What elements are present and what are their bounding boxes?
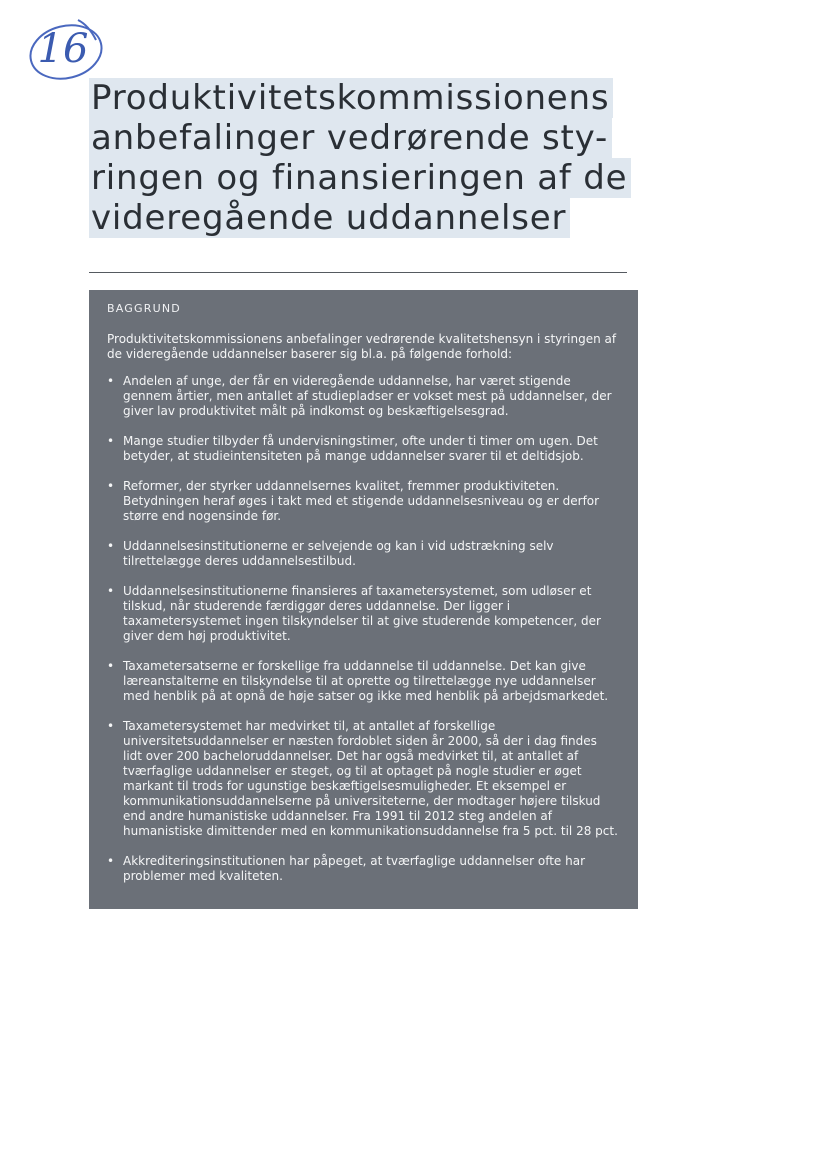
bullet-text: Taxametersatserne er forskellige fra uddannelse til uddannelse. Det kan give læreanstalterne en tilskyndelse til at oprette og tilrettelægge nye uddannelser med henblik på at opnå de høje satser og ikke med henblik på arbejdsmarkedet. <box>123 659 609 703</box>
page-number-text: 16 <box>37 26 89 72</box>
bullet-icon: • <box>107 854 115 868</box>
bullet-item <box>107 374 618 419</box>
bullet-icon: • <box>107 584 115 598</box>
title-line: Produktivitetskommissionens <box>89 78 613 118</box>
bullet-item <box>107 434 618 464</box>
handwritten-page-number <box>22 14 104 84</box>
bullet-icon: • <box>107 374 115 388</box>
bullet-text: Uddannelsesinstitutionerne finansieres af taxametersystemet, som udløser et tilskud, når studerende færdiggør deres uddannelse. Der ligger i taxametersystemet ingen tilskyndelser til at give studerende kompetencer, der giver dem høj produktivitet. <box>123 584 601 643</box>
divider <box>89 272 627 273</box>
box-heading: BAGGRUND <box>107 302 181 315</box>
bullet-item <box>107 854 618 884</box>
bullet-icon: • <box>107 719 115 733</box>
title-line: anbefalinger vedrørende sty- <box>89 118 612 158</box>
bullet-item <box>107 584 618 644</box>
bullet-icon: • <box>107 659 115 673</box>
bullet-text: Uddannelsesinstitutionerne er selvejende og kan i vid udstrækning selv tilrettelægge deres uddannelsestilbud. <box>123 539 554 568</box>
background-box <box>89 290 638 909</box>
box-intro: Produktivitetskommissionens anbefalinger vedrørende kvalitetshensyn i styringen af de videregående uddannelser baserer sig bl.a. på følgende forhold: <box>107 332 617 361</box>
bullet-icon: • <box>107 479 115 493</box>
title-line: videregående uddannelser <box>89 198 570 238</box>
bullet-item <box>107 479 618 524</box>
bullet-item <box>107 659 618 704</box>
page-title <box>89 78 634 238</box>
bullet-text: Akkrediteringsinstitutionen har påpeget, at tværfaglige uddannelser ofte har problemer med kvaliteten. <box>123 854 586 883</box>
bullet-list <box>107 374 618 884</box>
bullet-item <box>107 719 618 839</box>
bullet-icon: • <box>107 539 115 553</box>
bullet-text: Mange studier tilbyder få undervisningstimer, ofte under ti timer om ugen. Det betyder, at studieintensiteten på mange uddannelser svarer til et deltidsjob. <box>123 434 598 463</box>
bullet-icon: • <box>107 434 115 448</box>
bullet-item <box>107 539 618 569</box>
bullet-text: Andelen af unge, der får en videregående uddannelse, har været stigende gennem årtier, men antallet af studiepladser er vokset mest på uddannelser, der giver lav produktivitet målt på indkomst og beskæftigelsesgrad. <box>123 374 612 418</box>
title-line: ringen og finansieringen af de <box>89 158 631 198</box>
bullet-text: Reformer, der styrker uddannelsernes kvalitet, fremmer produktiviteten. Betydningen heraf øges i takt med et stigende uddannelsesniveau og er derfor større end nogensinde før. <box>123 479 600 523</box>
bullet-text: Taxametersystemet har medvirket til, at antallet af forskellige universitetsuddannelser er næsten fordoblet siden år 2000, så der i dag findes lidt over 200 bacheloruddannelser. Det har også medvirket til, at antallet af tværfaglige uddannelser er steget, og til at optaget på nogle studier er øget markant til trods for ugunstige beskæftigelsesmuligheder. Et eksempel er kommunikationsuddannelserne på universiteterne, der modtager højere tilskud end andre humanistiske uddannelser. Fra 1991 til 2012 steg andelen af humanistiske dimittender med en kommunikationsuddannelse fra 5 pct. til 28 pct. <box>123 719 618 838</box>
